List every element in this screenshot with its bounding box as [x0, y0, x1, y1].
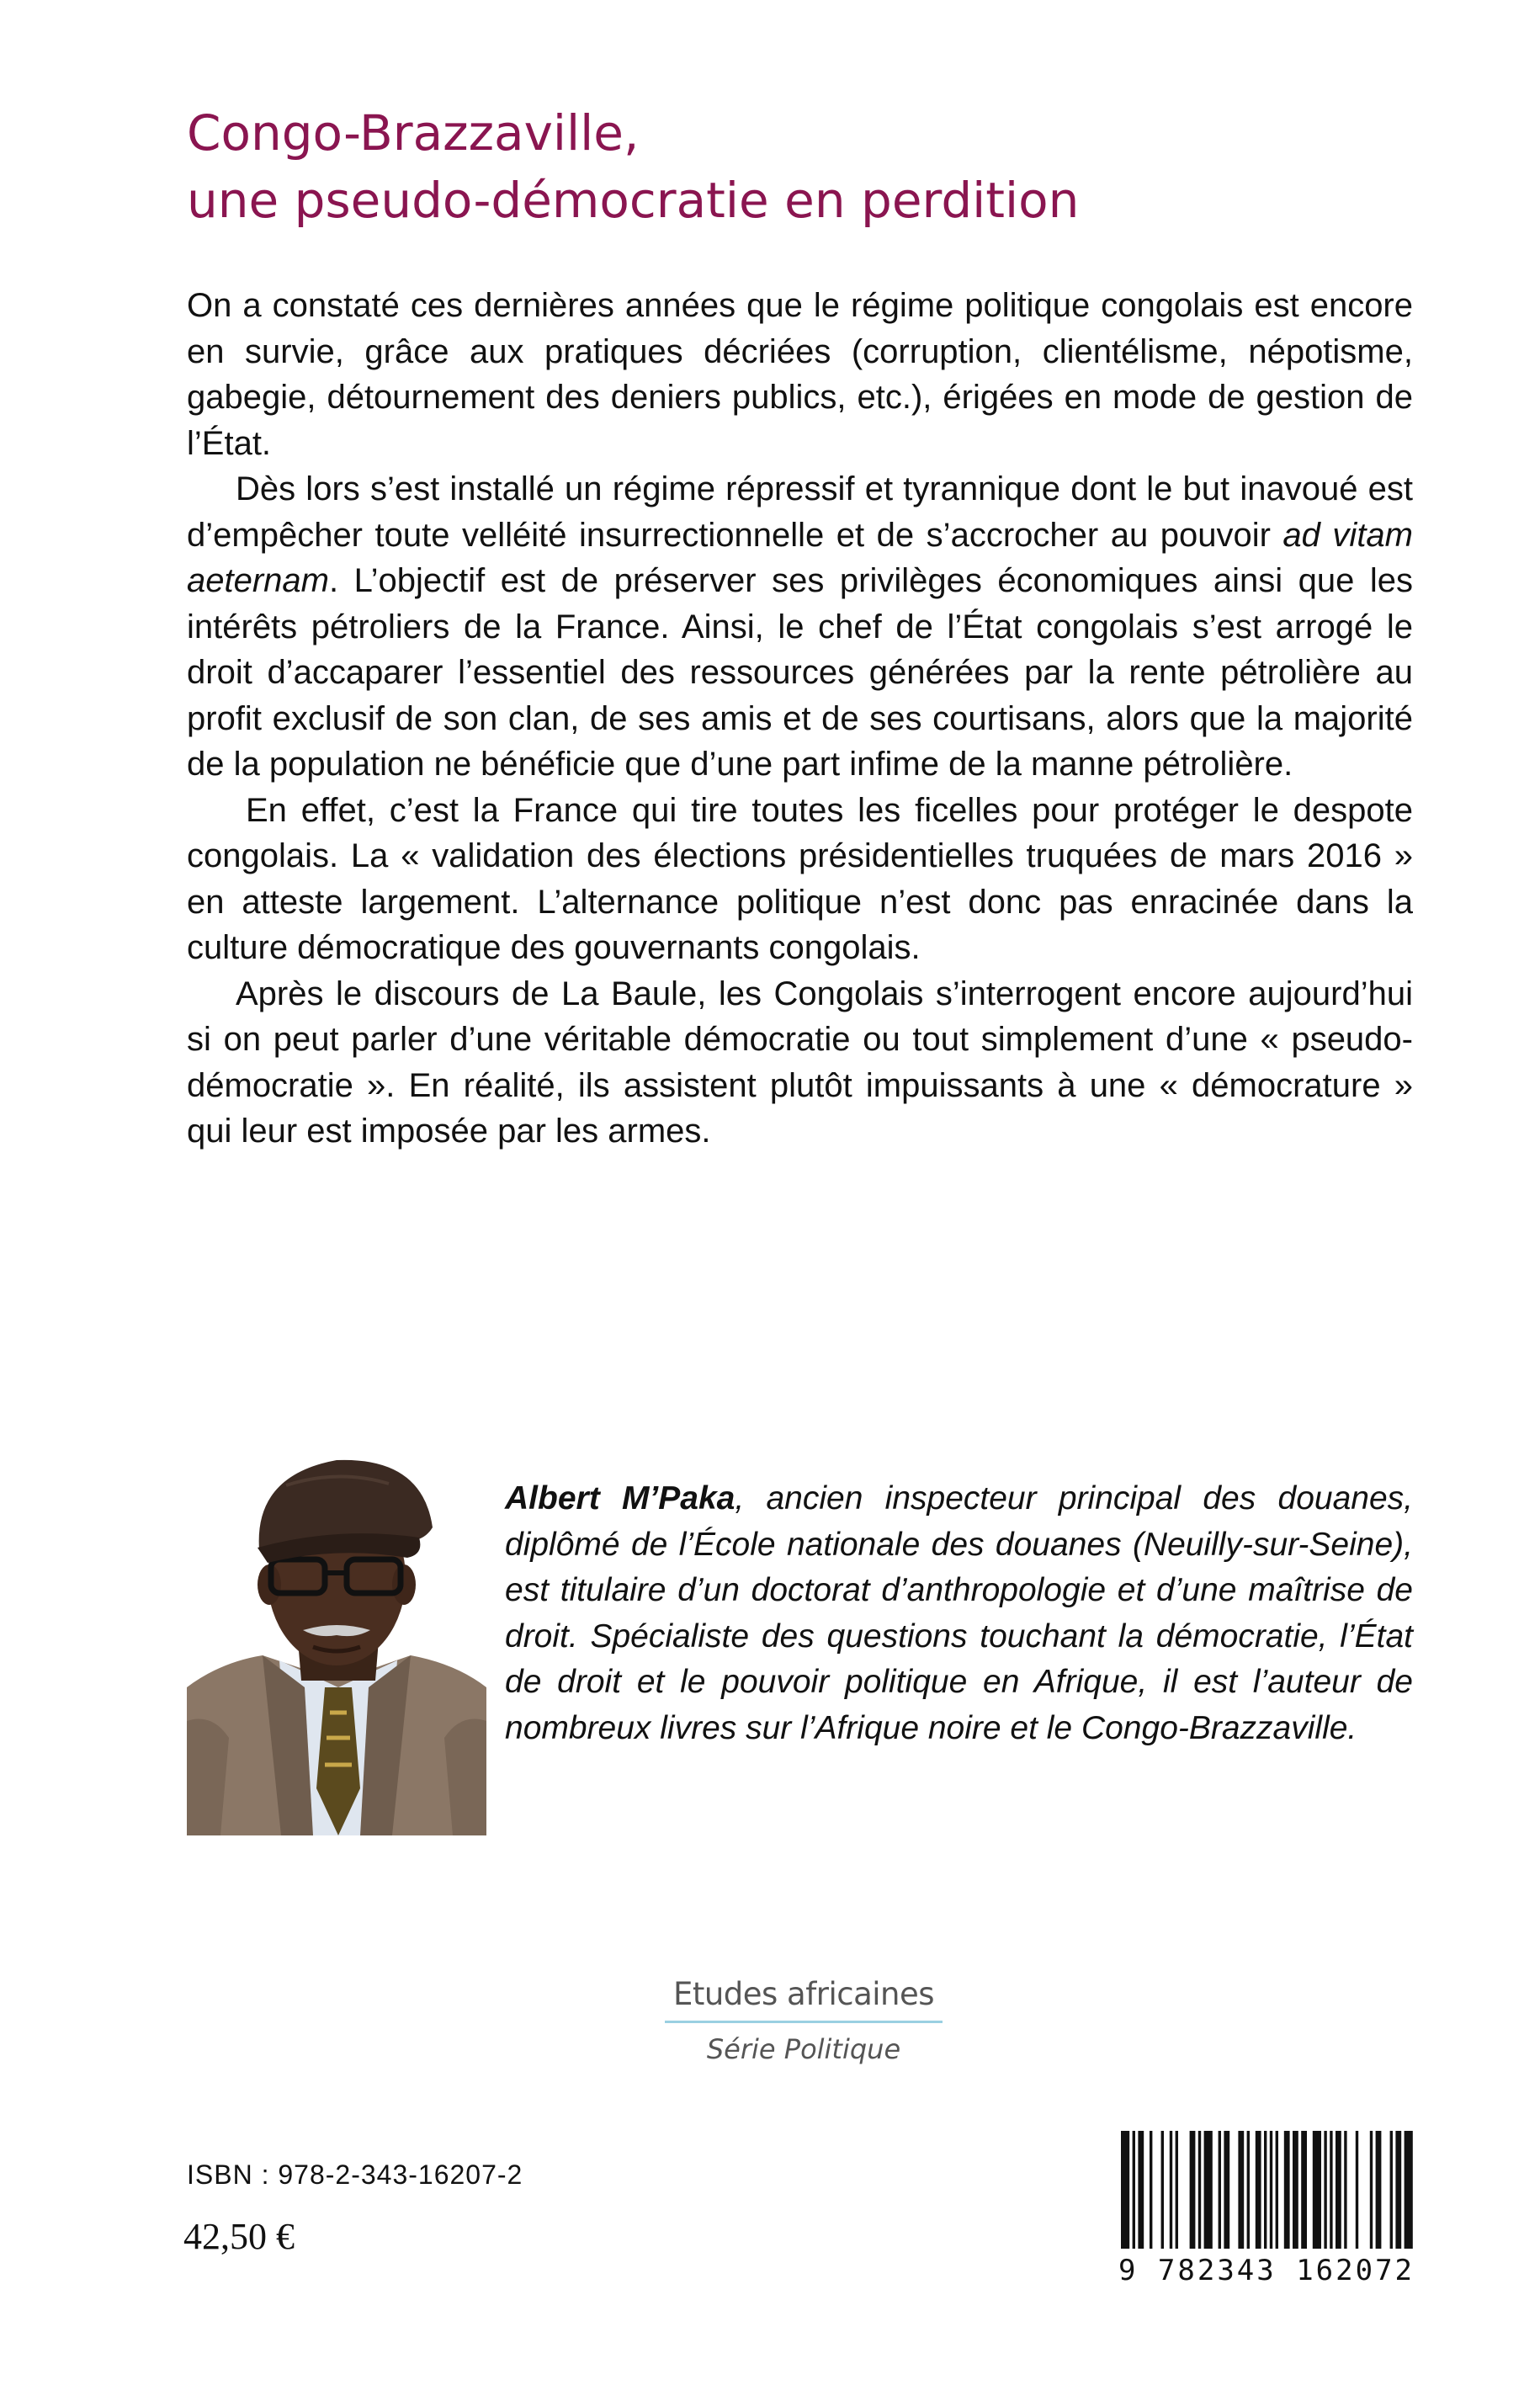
barcode-bar — [1264, 2131, 1267, 2249]
author-bio-text: , ancien inspecteur principal des douanes, diplômé de l’École nationale des douanes (Neuilly-sur-Seine), est titulaire d’un doctorat d’anthropologie et d’une maîtrise de droit. Spécialiste des questions touchant la démocratie, l’État de droit et le pouvoir politique en Afrique, il est l’auteur de nombreux livres sur l’Afrique noire et le Congo-Brazzaville. — [505, 1480, 1413, 1746]
barcode-bar — [1330, 2131, 1332, 2249]
barcode-bar — [1301, 2131, 1307, 2249]
barcode-bar — [1390, 2131, 1393, 2249]
blurb — [187, 283, 1413, 1155]
author-name: Albert M’Paka — [505, 1480, 735, 1517]
barcode-bar — [1198, 2131, 1201, 2249]
barcode-bar — [1121, 2131, 1129, 2249]
barcode-bar — [1270, 2131, 1272, 2249]
barcode-bars — [1113, 2131, 1421, 2254]
author-bio — [505, 1476, 1413, 1751]
barcode-bar — [1344, 2131, 1346, 2249]
book-title-line-2: une pseudo-démocratie en perdition — [187, 172, 1080, 229]
series-block — [656, 1976, 951, 2065]
author-portrait-illustration — [187, 1435, 486, 1835]
barcode-bar — [1133, 2131, 1135, 2249]
barcode-bar — [1324, 2131, 1326, 2249]
barcode-bar — [1336, 2131, 1341, 2249]
latin-phrase: ad vitam aeternam — [187, 516, 1413, 599]
barcode-bar — [1150, 2131, 1152, 2249]
barcode-bar — [1405, 2131, 1413, 2249]
barcode-bar — [1224, 2131, 1229, 2249]
barcode-bar — [1256, 2131, 1261, 2249]
blurb-paragraph-1: On a constaté ces dernières années que le régime politique congolais est encore en survie, grâce aux pratiques décriées (corruption, clientélisme, népotisme, gabegie, détournement des deniers publics, etc.), érigées en mode de gestion de l’État. — [187, 287, 1413, 462]
blurb-paragraph-4: Après le discours de La Baule, les Congolais s’interrogent encore aujourd’hui si on peut parler d’une véritable démocratie ou tout simplement d’une « pseudo-démocratie ». En réalité, ils assistent plutôt impuissants à une « démocrature » qui leur est imposée par les armes. — [187, 975, 1413, 1150]
price: 42,50 € — [183, 2216, 295, 2257]
series-subtitle: Série Politique — [706, 2033, 901, 2065]
book-title-line-1: Congo-Brazzaville, — [187, 104, 640, 162]
blurb-paragraph-2 — [187, 466, 1413, 788]
barcode-bar — [1247, 2131, 1250, 2249]
barcode-bar — [1238, 2131, 1244, 2249]
blurb-paragraph-2-start: Dès lors s’est installé un régime répressif et tyrannique dont le but inavoué est d’empêcher toute velléité insurrectionnelle et de s’accrocher au pouvoir — [187, 470, 1413, 554]
barcode-bar — [1190, 2131, 1196, 2249]
barcode-bar — [1176, 2131, 1178, 2249]
blurb-paragraph-2-end: . L’objectif est de préserver ses privilèges économiques ainsi que les intérêts pétroliers de la France. Ainsi, le chef de l’État congolais s’est arrogé le droit d’accaparer l’essentiel des ressources générées par la rente pétrolière au profit exclusif de son clan, de ses amis et de ses courtisans, alors que la majorité de la population ne bénéficie que d’une part infime de la manne pétrolière. — [187, 562, 1413, 783]
barcode-bar — [1395, 2131, 1401, 2249]
blurb-paragraph-3: En effet, c’est la France qui tire toutes les ficelles pour protéger le despote congolais. La « validation des élections présidentielles truquées de mars 2016 » en atteste largement. L’alternance politique n’est donc pas enracinée dans la culture démocratique des gouvernants congolais. — [187, 791, 1413, 966]
barcode-bar — [1313, 2131, 1321, 2249]
book-title — [187, 99, 1365, 234]
barcode-bar — [1138, 2131, 1144, 2249]
series-name: Etudes africaines — [672, 1976, 935, 2012]
barcode-bar — [1204, 2131, 1213, 2249]
barcode-bar — [1276, 2131, 1278, 2249]
author-photo — [187, 1435, 486, 1835]
barcode — [1113, 2131, 1421, 2287]
barcode-bar — [1219, 2131, 1221, 2249]
barcode-bar — [1293, 2131, 1298, 2249]
barcode-bar — [1376, 2131, 1382, 2249]
barcode-digits: 9 782343 162072 — [1118, 2254, 1415, 2287]
isbn: ISBN : 978-2-343-16207-2 — [187, 2159, 523, 2190]
barcode-bar — [1370, 2131, 1373, 2249]
barcode-bar — [1356, 2131, 1358, 2249]
barcode-bar — [1170, 2131, 1172, 2249]
barcode-bar — [1284, 2131, 1290, 2249]
barcode-bar — [1161, 2131, 1164, 2249]
